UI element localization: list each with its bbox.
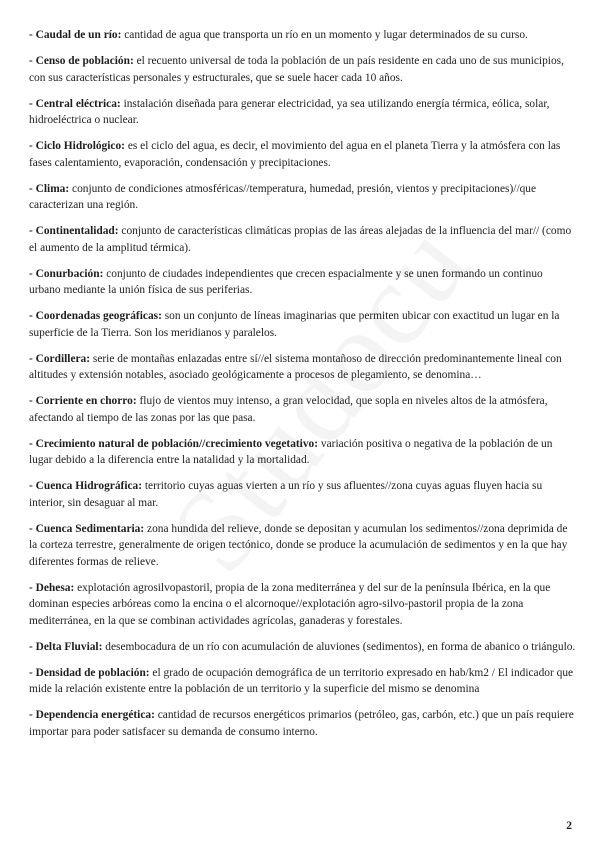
glossary-definition: serie de montañas enlazadas entre sí//el sistema montañoso de dirección predominantemente lineal con altitudes y extensión notables, asociado geológicamente a procesos de plegamiento, se denomina… <box>29 352 562 381</box>
glossary-term: - Censo de población: <box>29 55 134 67</box>
glossary-definition: cantidad de agua que transporta un río en un momento y lugar determinados de su curso. <box>121 29 528 41</box>
glossary-list <box>29 27 577 750</box>
glossary-definition: son un conjunto de líneas imaginarias que permiten ubicar con exactitud un lugar en la superficie de la Tierra. Son los meridianos y paralelos. <box>29 310 560 339</box>
glossary-entry <box>29 707 577 740</box>
glossary-entry <box>29 665 577 698</box>
glossary-definition: instalación diseñada para generar electricidad, ya sea utilizando energía térmica, eólica, solar, hidroeléctrica o nuclear. <box>29 97 550 126</box>
glossary-entry <box>29 351 577 384</box>
glossary-definition: territorio cuyas aguas vierten a un río y sus afluentes//zona cuyas aguas fluyen hacia su interior, sin desaguar al mar. <box>29 480 543 509</box>
glossary-term: - Coordenadas geográficas: <box>29 310 162 322</box>
glossary-entry <box>29 138 577 171</box>
glossary-entry <box>29 27 577 44</box>
glossary-entry <box>29 639 577 656</box>
glossary-entry <box>29 436 577 469</box>
glossary-definition: flujo de vientos muy intenso, a gran velocidad, que sopla en niveles altos de la atmósfera, afectando al tiempo de las zonas por las que pasa. <box>29 395 548 424</box>
glossary-definition: conjunto de condiciones atmosféricas//temperatura, humedad, presión, vientos y precipitaciones)//que caracterizan una región. <box>29 182 537 211</box>
page-number: 2 <box>566 820 572 832</box>
glossary-entry <box>29 96 577 129</box>
glossary-term: - Cuenca Sedimentaria: <box>29 522 145 535</box>
glossary-entry <box>29 478 577 511</box>
glossary-term: - Continentalidad: <box>29 225 119 237</box>
glossary-definition: explotación agrosilvopastoril, propia de la zona mediterránea y del sur de la península Ibérica, en la que dominan especies arbóreas como la encina o el alcornoque//explotación agro-silvo-pastoril propia de la zona mediterránea, en la que se combinan actividades agrícolas, ganaderas y forestales. <box>29 581 551 627</box>
glossary-entry <box>29 580 577 630</box>
glossary-term: - Ciclo Hidrológico: <box>29 140 125 152</box>
glossary-term: - Crecimiento natural de población//crecimiento vegetativo: <box>29 437 319 450</box>
glossary-term: - Central eléctrica: <box>29 97 121 110</box>
glossary-term: - Cordillera: <box>29 352 91 365</box>
glossary-term: - Clima: <box>29 182 70 195</box>
glossary-entry <box>29 308 577 341</box>
glossary-definition: variación positiva o negativa de la población de un lugar debido a la diferencia entre la natalidad y la mortalidad. <box>29 437 553 466</box>
glossary-entry <box>29 521 577 571</box>
glossary-definition: cantidad de recursos energéticos primarios (petróleo, gas, carbón, etc.) que un país requiere importar para poder satisfacer su demanda de consumo interno. <box>29 709 574 738</box>
glossary-entry <box>29 266 577 299</box>
glossary-entry <box>29 393 577 426</box>
glossary-term: - Dehesa: <box>29 581 75 594</box>
glossary-definition: es el ciclo del agua, es decir, el movimiento del agua en el planeta Tierra y la atmósfera con las fases calentamiento, evaporación, condensación y precipitaciones. <box>29 140 561 169</box>
glossary-term: - Dependencia energética: <box>29 709 155 721</box>
glossary-entry <box>29 181 577 214</box>
glossary-term: - Corriente en chorro: <box>29 395 137 407</box>
glossary-entry <box>29 223 577 256</box>
glossary-term: - Cuenca Hidrográfica: <box>29 480 143 492</box>
glossary-term: - Densidad de población: <box>29 666 150 679</box>
glossary-term: - Conurbación: <box>29 267 104 280</box>
glossary-definition: zona hundida del relieve, donde se depositan y acumulan los sedimentos//zona deprimida de la corteza terrestre, generalmente de origen tectónico, donde se produce la acumulación de sedimentos y en la que hay diferentes formas de relieve. <box>29 522 568 568</box>
glossary-definition: el recuento universal de toda la población de un país residente en cada uno de sus municipios, con sus características personales y estructurales, que se suele hacer cada 10 años. <box>29 55 564 84</box>
glossary-definition: desembocadura de un río con acumulación de aluviones (sedimentos), en forma de abanico o triángulo. <box>102 640 576 653</box>
glossary-definition: conjunto de características climáticas propias de las áreas alejadas de la influencia del mar// (como el aumento de la amplitud térmica). <box>29 225 572 254</box>
glossary-definition: el grado de ocupación demográfica de un territorio expresado en hab/km2 / El indicador que mide la relación existente entre la población de un territorio y la superficie del mismo se denomina <box>29 666 574 695</box>
glossary-entry <box>29 53 577 86</box>
glossary-term: - Caudal de un río: <box>29 29 122 41</box>
glossary-definition: conjunto de ciudades independientes que crecen espacialmente y se unen formando un continuo urbano mediante la unión física de sus periferias. <box>29 267 543 296</box>
glossary-term: - Delta Fluvial: <box>29 640 103 653</box>
